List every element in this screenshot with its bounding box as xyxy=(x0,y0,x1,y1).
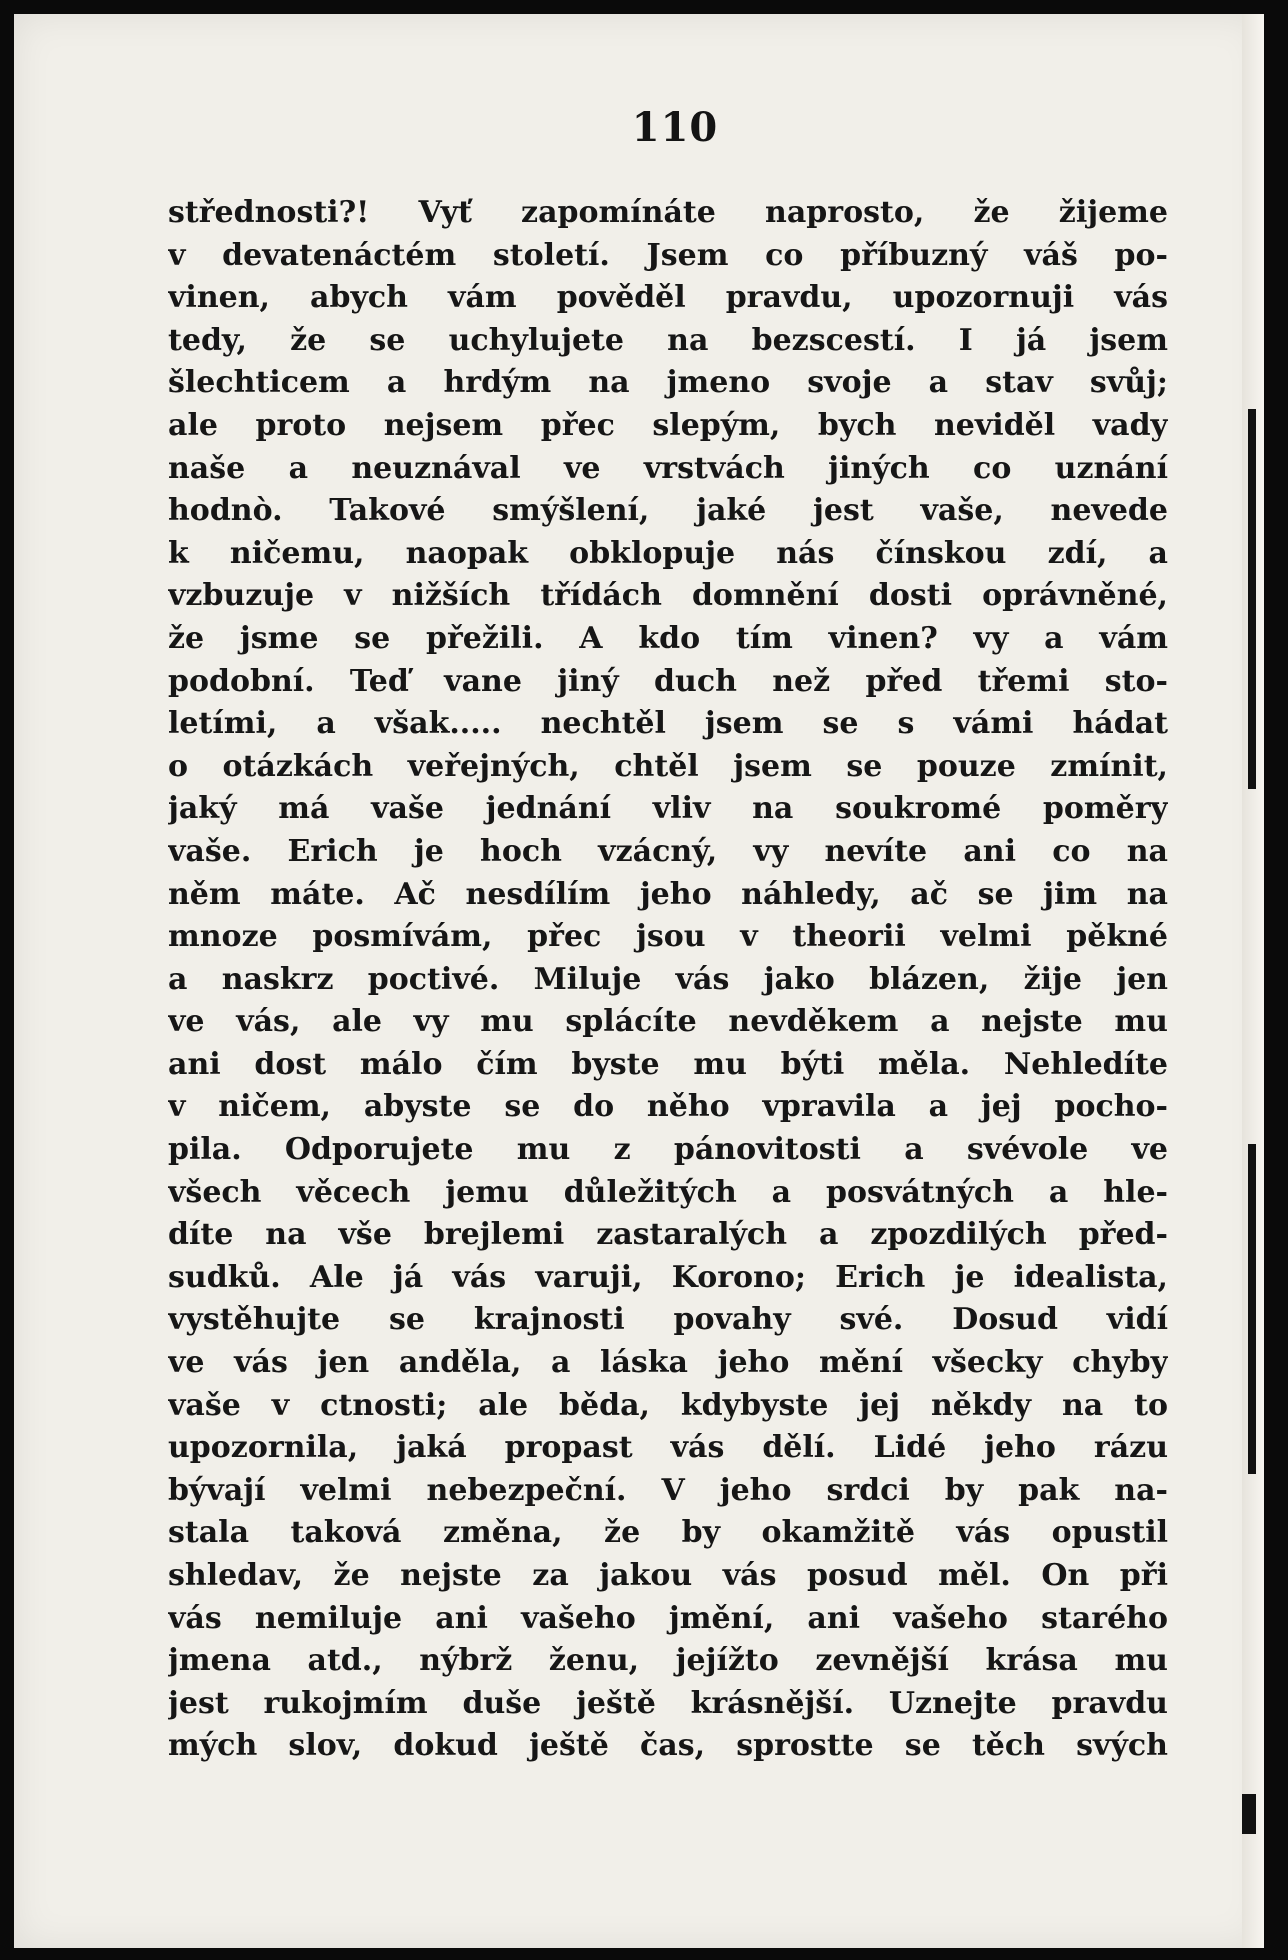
text-line: jest rukojmím duše ještě krásnější. Uznejte pravdu xyxy=(168,1685,1168,1721)
text-line: hodnò. Takové smýšlení, jaké jest vaše, nevede xyxy=(168,493,1168,529)
text-line: ve vás jen anděla, a láska jeho mění všecky chyby xyxy=(168,1345,1168,1381)
text-line: vzbuzuje v nižších třídách domnění dosti oprávněné, xyxy=(168,578,1168,614)
text-line: v devatenáctém století. Jsem co příbuzný váš po- xyxy=(168,237,1168,273)
body-text xyxy=(168,192,1168,1768)
text-line: podobní. Teď vane jiný duch než před třemi sto- xyxy=(168,663,1168,699)
text-line: všech věcech jemu důležitých a posvátných a hle- xyxy=(168,1174,1168,1210)
text-line: a naskrz poctivé. Miluje vás jako blázen, žije jen xyxy=(168,961,1168,997)
page-edge xyxy=(1242,14,1264,1948)
text-line: střednosti?! Vyť zapomínáte naprosto, že žijeme xyxy=(168,195,1168,230)
text-line: sudků. Ale já vás varuji, Korono; Erich je idealista, xyxy=(168,1259,1168,1295)
edge-ink-mark xyxy=(1242,1794,1256,1834)
text-line: že jsme se přežili. A kdo tím vinen? vy a vám xyxy=(168,620,1168,656)
text-line: shledav, že nejste za jakou vás posud měl. On při xyxy=(168,1558,1168,1593)
text-line: upozornila, jaká propast vás dělí. Lidé jeho rázu xyxy=(168,1430,1168,1466)
text-line: vaše. Erich je hoch vzácný, vy nevíte ani co na xyxy=(168,833,1168,869)
page-number: 110 xyxy=(631,104,719,151)
text-line: bývají velmi nebezpeční. V jeho srdci by pak na- xyxy=(168,1472,1168,1508)
text-line: šlechticem a hrdým na jmeno svoje a stav svůj; xyxy=(168,365,1168,401)
text-line: vinen, abych vám pověděl pravdu, upozornuji vás xyxy=(168,280,1168,316)
text-line: stala taková změna, že by okamžitě vás opustil xyxy=(168,1515,1168,1551)
text-line: v ničem, abyste se do něho vpravila a jej pocho- xyxy=(168,1089,1168,1125)
text-line: mých slov, dokud ještě čas, sprostte se těch svých xyxy=(168,1728,1168,1764)
text-line: naše a neuznával ve vrstvách jiných co uznání xyxy=(168,450,1168,486)
text-line: jmena atd., nýbrž ženu, jejížto zevnější krása mu xyxy=(168,1643,1168,1679)
text-line: díte na vše brejlemi zastaralých a zpozdilých před- xyxy=(168,1217,1168,1253)
text-line: mnoze posmívám, přec jsou v theorii velmi pěkné xyxy=(168,919,1168,955)
text-line: vás nemiluje ani vašeho jmění, ani vašeho starého xyxy=(168,1600,1168,1636)
text-line: jaký má vaše jednání vliv na soukromé poměry xyxy=(168,791,1168,827)
text-line: vaše v ctnosti; ale běda, kdybyste jej někdy na to xyxy=(168,1387,1168,1423)
text-line: vystěhujte se krajnosti povahy své. Dosud vidí xyxy=(168,1302,1168,1338)
text-line: ale proto nejsem přec slepým, bych neviděl vady xyxy=(168,407,1168,443)
text-line: o otázkách veřejných, chtěl jsem se pouze zmínit, xyxy=(168,748,1168,784)
text-line: ani dost málo čím byste mu býti měla. Nehledíte xyxy=(168,1046,1168,1082)
edge-ink-mark xyxy=(1248,409,1256,789)
text-line: něm máte. Ač nesdílím jeho náhledy, ač se jim na xyxy=(168,876,1168,912)
edge-ink-mark xyxy=(1248,1144,1256,1474)
text-line: k ničemu, naopak obklopuje nás čínskou zdí, a xyxy=(168,535,1168,571)
text-line: pila. Odporujete mu z pánovitosti a svévole ve xyxy=(168,1132,1168,1168)
text-line: tedy, že se uchylujete na bezscestí. I já jsem xyxy=(168,322,1168,358)
text-line: ve vás, ale vy mu splácíte nevděkem a nejste mu xyxy=(168,1004,1168,1040)
text-line: letími, a však..... nechtěl jsem se s vámi hádat xyxy=(168,706,1168,742)
